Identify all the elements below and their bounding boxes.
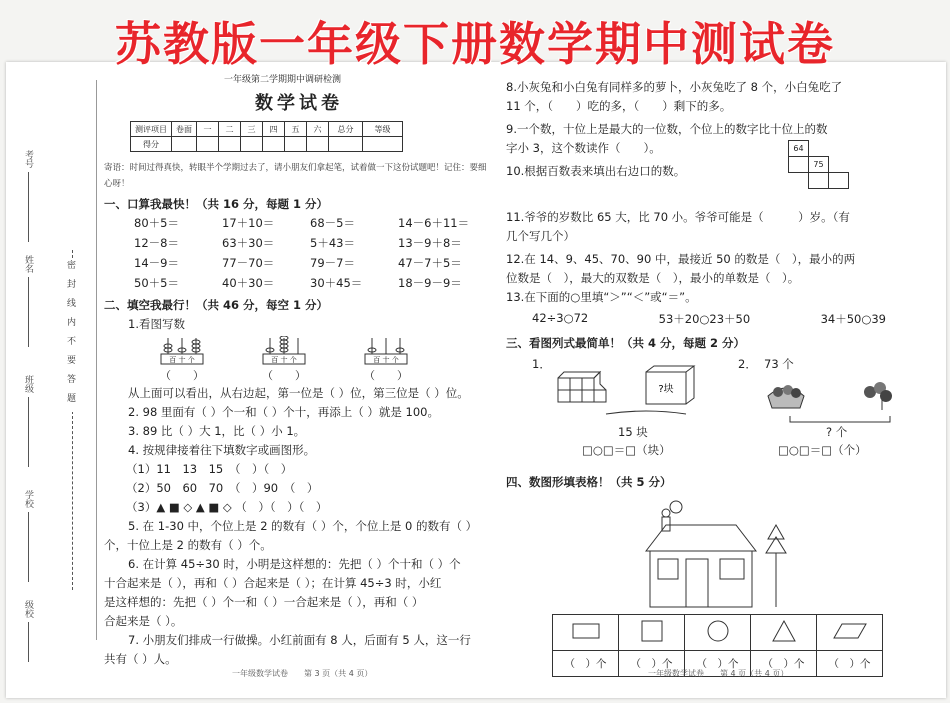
abacus-answer[interactable]: （ ） <box>160 369 204 382</box>
score-header: 二 <box>219 122 241 137</box>
score-cell[interactable] <box>172 137 197 152</box>
score-header: 三 <box>241 122 263 137</box>
encouragement-note: 寄语：时间过得真快，转眼半个学期过去了，请小朋友们拿起笔，试着做一下这份试题吧！记住：要细心呀！ <box>104 163 487 189</box>
calc-item[interactable]: 14－6＋11＝ <box>398 216 470 230</box>
question-line: 从上面可以看出，从右边起，第一位是（ ）位，第三位是（ ）位。 <box>128 386 469 400</box>
calc-item[interactable]: 12－8＝ <box>134 236 179 250</box>
hundred-cell: 75 <box>809 157 829 173</box>
score-header: 六 <box>307 122 329 137</box>
score-cell[interactable] <box>285 137 307 152</box>
abacus-figure <box>262 336 306 384</box>
section1-title: 一、口算我最快！（共 16 分，每题 1 分） <box>104 197 329 211</box>
hundred-cell[interactable] <box>829 173 849 189</box>
abacus-icon <box>160 336 204 366</box>
binding-field-grade-school <box>22 600 35 662</box>
score-cell[interactable] <box>263 137 285 152</box>
hundred-cell[interactable] <box>789 157 809 173</box>
cubes-figure <box>556 364 696 424</box>
score-cell[interactable] <box>329 137 363 152</box>
count-cell[interactable]: （ ）个 <box>553 651 619 677</box>
question-line: 11 个，（ ）吃的多，（ ）剩下的多。 <box>506 99 732 113</box>
question-line: （3）▲ ■ ◇ ▲ ■ ◇ （ ）（ ）（ ） <box>126 500 328 514</box>
binding-field-name <box>22 255 35 347</box>
question-line: 几个写几个） <box>506 229 575 243</box>
fruit-basket-icon <box>768 382 892 410</box>
abacus-label: 百 十 个 <box>271 356 297 364</box>
score-header: 四 <box>263 122 285 137</box>
question-line: （2）50 60 70 （ ）90 （ ） <box>126 481 319 495</box>
equation-1[interactable]: □○□＝□（块） <box>582 443 671 457</box>
calc-item[interactable]: 5＋43＝ <box>310 236 355 250</box>
hundred-cell: 64 <box>789 141 809 157</box>
question-line: 个，十位上是 2 的数有（ ）个。 <box>104 538 272 552</box>
q2-number: 2． <box>738 357 757 371</box>
question-line: 4. 按规律接着往下填数字或画图形。 <box>128 443 316 457</box>
calc-item[interactable]: 80＋5＝ <box>134 216 179 230</box>
calc-item[interactable]: 40＋30＝ <box>222 276 275 290</box>
question-line: 13.在下面的○里填“＞”“＜”或“＝”。 <box>506 290 697 304</box>
seal-text: 密封线内不要答题 <box>65 260 75 412</box>
question-line: 6. 在计算 45÷30 时，小明是这样想的：先把（ ）个十和（ ）个 <box>128 557 461 571</box>
abacus-answer[interactable]: （ ） <box>262 369 306 382</box>
section4-title: 四、数图形填表格！（共 5 分） <box>506 475 672 489</box>
section3-title: 三、看图列式最简单！（共 4 分，每题 2 分） <box>506 336 746 350</box>
abacus-row <box>160 336 494 384</box>
q1-title: 1.看图写数 <box>128 317 185 331</box>
abacus-label: 百 十 个 <box>169 356 195 364</box>
calc-item[interactable]: 13－9＋8＝ <box>398 236 462 250</box>
binding-field-school <box>22 490 35 582</box>
calc-item[interactable]: 50＋5＝ <box>134 276 179 290</box>
count-cell[interactable]: （ ）个 <box>619 651 685 677</box>
abacus-figure <box>364 336 408 384</box>
calc-item[interactable]: 30＋45＝ <box>310 276 363 290</box>
calc-item[interactable]: 18－9－9＝ <box>398 276 462 290</box>
calc-item[interactable]: 68－5＝ <box>310 216 355 230</box>
question-line: 8.小灰兔和小白兔有同样多的萝卜，小灰兔吃了 8 个，小白兔吃了 <box>506 80 843 94</box>
triangle-icon <box>769 619 799 643</box>
shape-cell <box>751 615 817 651</box>
footer-right: 一年级数学试卷 第 4 页（共 4 页） <box>648 669 789 678</box>
question-line: 十合起来是（ ），再和（ ）合起来是（ ）；在计算 45÷3 时，小红 <box>104 576 442 590</box>
shape-cell <box>817 615 883 651</box>
binding-label: 考号 <box>23 150 33 168</box>
score-cell[interactable] <box>219 137 241 152</box>
count-label-2: 73 个 <box>764 357 794 371</box>
score-header: 五 <box>285 122 307 137</box>
calc-item[interactable]: 79－7＝ <box>310 256 355 270</box>
compare-row <box>506 307 906 331</box>
calc-item[interactable]: 14－9＝ <box>134 256 179 270</box>
score-row-label: 得分 <box>131 137 172 152</box>
footer-left: 一年级数学试卷 第 3 页（共 4 页） <box>232 669 373 678</box>
hundred-cell[interactable] <box>809 173 829 189</box>
score-header: 一 <box>197 122 219 137</box>
count-cell[interactable]: （ ）个 <box>685 651 751 677</box>
question-line: 12.在 14、9、45、70、90 中，最接近 50 的数是（ ），最小的两 <box>506 252 856 266</box>
section2-title: 二、填空我最行！（共 46 分，每空 1 分） <box>104 298 329 312</box>
count-cell[interactable]: （ ）个 <box>817 651 883 677</box>
score-header: 卷面 <box>172 122 197 137</box>
question-line: 合起来是（ ）。 <box>104 614 183 628</box>
rectangle-icon <box>571 621 601 641</box>
calc-item[interactable]: 63＋30＝ <box>222 236 275 250</box>
banner-title: 苏教版一年级下册数学期中测试卷 <box>115 17 835 71</box>
binding-label: 学校 <box>23 490 33 508</box>
question-line: 是这样想的：先把（ ）个一和（ ）一合起来是（ ），再和（ ） <box>104 595 424 609</box>
question-line: 7. 小朋友们排成一行做操。小红前面有 8 人，后面有 5 人，这一行 <box>128 633 471 647</box>
question-line: 3. 89 比（ ）大 1，比（ ）小 1。 <box>128 424 306 438</box>
question-line: 位数是（ ），最大的双数是（ ），最小的单数是（ ）。 <box>506 271 800 285</box>
compare-item[interactable]: 53＋20○23＋50 <box>658 312 751 326</box>
question-line: 11.爷爷的岁数比 65 大，比 70 小。爷爷可能是（ ）岁。（有 <box>506 210 850 224</box>
score-header: 测评项目 <box>131 122 172 137</box>
abacus-label: 百 十 个 <box>373 356 399 364</box>
equation-2[interactable]: □○□＝□（个） <box>778 443 867 457</box>
binding-label: 级校 <box>23 600 33 618</box>
margin-rule <box>96 80 97 640</box>
compare-item[interactable]: 34＋50○39 <box>820 312 886 326</box>
survey-title: 一年级第二学期期中调研检测 <box>224 75 342 85</box>
count-cell[interactable]: （ ）个 <box>751 651 817 677</box>
score-header: 等级 <box>363 122 403 137</box>
binding-label: 姓名 <box>23 255 33 273</box>
score-cell[interactable] <box>197 137 219 152</box>
square-icon <box>637 619 667 643</box>
binding-field-exam-no <box>22 150 35 242</box>
score-cell[interactable] <box>241 137 263 152</box>
abacus-figure <box>160 336 204 384</box>
question-line: 10.根据百数表来填出右边口的数。 <box>506 164 686 178</box>
compare-item[interactable]: 42÷3○72 <box>532 311 589 325</box>
abacus-answer[interactable]: （ ） <box>364 369 408 382</box>
section3-pictures <box>506 354 906 457</box>
parallelogram-icon <box>832 621 868 641</box>
binding-margin <box>8 90 98 690</box>
box-label: ?块 <box>658 384 674 395</box>
abacus-icon <box>364 336 408 366</box>
score-cell[interactable] <box>307 137 329 152</box>
question-line: 9.一个数，十位上是最大的一位数，个位上的数字比十位上的数 <box>506 122 828 136</box>
hundred-chart-fragment <box>788 140 849 189</box>
question-line: 字小 3，这个数读作（ ）。 <box>506 141 661 155</box>
binding-label: 班级 <box>23 375 33 393</box>
score-cell[interactable] <box>363 137 403 152</box>
left-page <box>104 72 494 669</box>
paper-title: 数学试卷 <box>255 93 343 114</box>
shape-cell <box>619 615 685 651</box>
score-table <box>130 121 403 152</box>
calc-item[interactable]: 77－70＝ <box>222 256 275 270</box>
circle-icon <box>703 619 733 643</box>
house-figure <box>636 497 796 609</box>
q1-number: 1． <box>532 357 551 371</box>
calc-item[interactable]: 17＋10＝ <box>222 216 275 230</box>
question-line: 5. 在 1-30 中，个位上是 2 的数有（ ）个，个位上是 0 的数有（ ） <box>128 519 478 533</box>
shape-cell <box>553 615 619 651</box>
question-line: 2. 98 里面有（ ）个一和（ ）个十，再添上（ ）就是 100。 <box>128 405 439 419</box>
calc-item[interactable]: 47－7＋5＝ <box>398 256 462 270</box>
abacus-icon <box>262 336 306 366</box>
mental-math-grid <box>134 215 494 291</box>
question-line: （1）11 13 15 （ ）（ ） <box>126 462 293 476</box>
score-header: 总分 <box>329 122 363 137</box>
shape-cell <box>685 615 751 651</box>
binding-field-class <box>22 375 35 467</box>
total-label-2: ? 个 <box>826 425 848 439</box>
question-line: 共有（ ）人。 <box>104 652 177 666</box>
fruit-figure <box>760 372 910 428</box>
total-label-1: 15 块 <box>618 425 648 439</box>
